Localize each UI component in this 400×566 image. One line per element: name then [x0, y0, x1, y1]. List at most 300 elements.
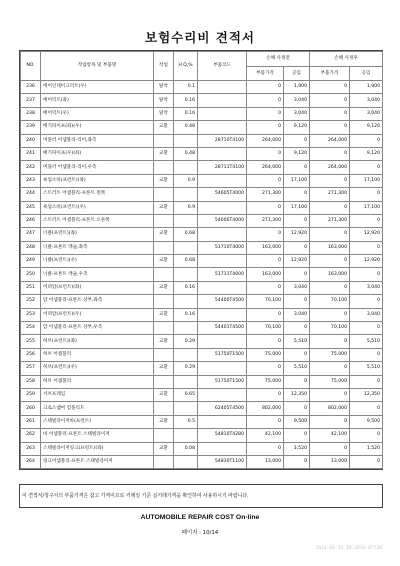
row-no: 249 — [21, 255, 41, 268]
row-after-part-price: 0 — [310, 94, 350, 107]
header-no: NO. — [21, 52, 41, 81]
row-before-labor: 5,510 — [284, 362, 310, 375]
row-work-type — [154, 402, 174, 415]
row-work-type: 탈착 — [154, 94, 174, 107]
row-work-type: 교환 — [154, 388, 174, 401]
row-part-code — [198, 415, 247, 428]
row-item-name: 너클-프론트 액슬,좌측 — [41, 241, 154, 254]
row-part-code — [198, 107, 247, 120]
row-before-labor: 0 — [284, 402, 310, 415]
row-work-type: 교환 — [154, 335, 174, 348]
row-after-part-price: 13,000 — [310, 455, 350, 468]
row-before-part-price: 0 — [247, 388, 284, 401]
row-before-part-price: 0 — [247, 147, 284, 160]
row-item-name: 어퍼암(프런트)(좌) — [41, 281, 154, 294]
row-before-part-price: 802,000 — [247, 402, 284, 415]
row-item-name: 크로스멤버 컴플리트 — [41, 402, 154, 415]
table-row — [21, 201, 383, 214]
header-before-labor: 공임 — [284, 67, 310, 81]
row-after-part-price: 0 — [310, 335, 350, 348]
row-item-name: 쇽업소바(프런트)(좌) — [41, 174, 154, 187]
row-after-part-price: 0 — [310, 442, 350, 455]
estimate-table — [20, 51, 383, 469]
table-row — [21, 442, 383, 455]
table-row — [21, 402, 383, 415]
row-no: 251 — [21, 281, 41, 294]
row-part-code: 54606T4000 — [198, 214, 247, 227]
row-hq: 0.65 — [174, 388, 198, 401]
row-before-labor: 9,120 — [284, 121, 310, 134]
row-after-part-price: 70,100 — [310, 322, 350, 335]
row-before-part-price: 75,000 — [247, 348, 284, 361]
row-part-code — [198, 201, 247, 214]
row-after-labor: 0 — [350, 134, 383, 147]
row-no: 253 — [21, 308, 41, 321]
row-after-part-price: 163,000 — [310, 268, 350, 281]
row-no: 238 — [21, 107, 41, 120]
row-before-part-price: 264,000 — [247, 134, 284, 147]
row-work-type — [154, 268, 174, 281]
row-after-part-price: 0 — [310, 201, 350, 214]
row-part-code: 28710T4100 — [198, 134, 247, 147]
row-before-part-price: 0 — [247, 121, 284, 134]
row-item-name: 스태빌라이저링크(프런트)(좌) — [41, 442, 154, 455]
row-no: 236 — [21, 81, 41, 94]
row-item-name: 배어덕트(좌) — [41, 94, 154, 107]
row-no: 237 — [21, 94, 41, 107]
header-after-labor: 공임 — [350, 67, 383, 81]
row-item-name: 머플러 어셈블리-리어,좌측 — [41, 134, 154, 147]
row-part-code — [198, 228, 247, 241]
row-work-type — [154, 241, 174, 254]
header-before-part-price: 부품가격 — [247, 67, 284, 81]
row-hq — [174, 455, 198, 468]
table-row — [21, 241, 383, 254]
row-after-labor: 0 — [350, 375, 383, 388]
row-after-labor: 12,350 — [350, 388, 383, 401]
table-row — [21, 415, 383, 428]
row-after-labor: 0 — [350, 241, 383, 254]
table-row — [21, 161, 383, 174]
row-before-part-price: 0 — [247, 107, 284, 120]
row-part-code: 51750T1500 — [198, 348, 247, 361]
header-before: 손해 사정전 — [247, 52, 310, 67]
header-code: 부품코드 — [198, 52, 247, 81]
row-no: 258 — [21, 375, 41, 388]
row-after-part-price: 264,000 — [310, 134, 350, 147]
row-after-labor: 9,500 — [350, 415, 383, 428]
table-row — [21, 134, 383, 147]
row-before-labor: 0 — [284, 268, 310, 281]
row-part-code: 62405T4500 — [198, 402, 247, 415]
row-no: 252 — [21, 295, 41, 308]
row-before-part-price: 0 — [247, 362, 284, 375]
row-item-name: 어퍼암(프런트)(우) — [41, 308, 154, 321]
table-body — [21, 81, 383, 469]
row-after-labor: 0 — [350, 188, 383, 201]
row-no: 263 — [21, 442, 41, 455]
row-no: 243 — [21, 174, 41, 187]
row-part-code: 54605T4000 — [198, 188, 247, 201]
row-item-name: 배어덕트(우) — [41, 107, 154, 120]
row-work-type: 교환 — [154, 147, 174, 160]
table-row — [21, 375, 383, 388]
row-before-part-price: 0 — [247, 174, 284, 187]
row-after-labor: 12,920 — [350, 255, 383, 268]
row-no: 239 — [21, 121, 41, 134]
row-before-part-price: 0 — [247, 94, 284, 107]
row-before-part-price: 271,300 — [247, 188, 284, 201]
row-after-part-price: 271,300 — [310, 188, 350, 201]
row-before-labor: 3,040 — [284, 107, 310, 120]
row-item-name: 쇽업소바(프런트)(우) — [41, 201, 154, 214]
row-hq: 0.16 — [174, 107, 198, 120]
row-before-labor: 0 — [284, 429, 310, 442]
row-item-name: 머플러 어셈블리-리어,우측 — [41, 161, 154, 174]
row-no: 257 — [21, 362, 41, 375]
table-row — [21, 214, 383, 227]
row-after-part-price: 75,000 — [310, 375, 350, 388]
row-part-code: 54810T4280 — [198, 429, 247, 442]
row-before-labor: 0 — [284, 348, 310, 361]
row-before-labor: 12,350 — [284, 388, 310, 401]
table-header-row — [21, 52, 383, 67]
row-hq: 0.9 — [174, 174, 198, 187]
row-no: 259 — [21, 388, 41, 401]
row-before-labor: 1,900 — [284, 81, 310, 94]
row-no: 247 — [21, 228, 41, 241]
row-after-part-price: 0 — [310, 362, 350, 375]
row-after-part-price: 0 — [310, 147, 350, 160]
table-row — [21, 362, 383, 375]
row-before-labor: 0 — [284, 455, 310, 468]
header-item: 작업항목 및 부품명 — [41, 52, 154, 81]
row-after-part-price: 42,100 — [310, 429, 350, 442]
row-after-labor: 0 — [350, 429, 383, 442]
row-before-labor: 0 — [284, 214, 310, 227]
table-row — [21, 174, 383, 187]
page-number: 페이지 : 10/14 — [181, 530, 219, 536]
row-before-part-price: 0 — [247, 201, 284, 214]
row-part-code — [198, 308, 247, 321]
row-item-name: 링크어셈블리-프론트 스태빌라이저 — [41, 455, 154, 468]
row-hq — [174, 429, 198, 442]
row-before-part-price: 42,100 — [247, 429, 284, 442]
footer-title: AUTOMOBILE REPAIR COST On-line — [140, 514, 260, 521]
row-hq: 0.68 — [174, 255, 198, 268]
row-after-labor: 0 — [350, 348, 383, 361]
row-before-labor: 0 — [284, 375, 310, 388]
row-work-type — [154, 214, 174, 227]
row-work-type — [154, 134, 174, 147]
row-no: 245 — [21, 201, 41, 214]
row-hq: 0.9 — [174, 201, 198, 214]
row-no: 246 — [21, 214, 41, 227]
row-after-labor: 5,510 — [350, 335, 383, 348]
row-item-name: 암 어셈블리-프론트 상부,좌측 — [41, 295, 154, 308]
row-hq: 0.08 — [174, 442, 198, 455]
row-after-part-price: 0 — [310, 228, 350, 241]
row-part-code — [198, 147, 247, 160]
row-before-labor: 0 — [284, 134, 310, 147]
row-hq — [174, 188, 198, 201]
header-after-part-price: 부품가격 — [310, 67, 350, 81]
row-after-labor: 1,520 — [350, 442, 383, 455]
row-work-type: 탈착 — [154, 81, 174, 94]
row-item-name: 배기파이프(우)(좌) — [41, 147, 154, 160]
row-hq — [174, 161, 198, 174]
row-no: 241 — [21, 147, 41, 160]
row-after-labor: 0 — [350, 402, 383, 415]
row-before-labor: 12,920 — [284, 228, 310, 241]
row-work-type — [154, 322, 174, 335]
row-after-labor: 0 — [350, 268, 383, 281]
table-row — [21, 388, 383, 401]
row-work-type — [154, 295, 174, 308]
row-hq: 0.48 — [174, 121, 198, 134]
row-before-labor: 9,500 — [284, 415, 310, 428]
row-before-labor: 1,520 — [284, 442, 310, 455]
row-after-labor: 0 — [350, 214, 383, 227]
row-after-part-price: 75,000 — [310, 348, 350, 361]
row-before-part-price: 75,000 — [247, 375, 284, 388]
row-part-code — [198, 362, 247, 375]
row-no: 242 — [21, 161, 41, 174]
row-before-part-price: 271,300 — [247, 214, 284, 227]
row-hq: 0.48 — [174, 147, 198, 160]
row-after-part-price: 0 — [310, 107, 350, 120]
row-before-part-price: 0 — [247, 228, 284, 241]
row-work-type — [154, 161, 174, 174]
row-before-labor: 17,100 — [284, 174, 310, 187]
header-work: 작업 — [154, 52, 174, 81]
row-work-type: 교환 — [154, 308, 174, 321]
table-row — [21, 295, 383, 308]
row-work-type: 교환 — [154, 281, 174, 294]
row-work-type — [154, 429, 174, 442]
row-before-part-price: 13,000 — [247, 455, 284, 468]
table-row — [21, 255, 383, 268]
row-work-type: 교환 — [154, 121, 174, 134]
row-work-type — [154, 375, 174, 388]
row-after-part-price: 0 — [310, 388, 350, 401]
row-item-name: 허브(프런트)(좌) — [41, 335, 154, 348]
row-no: 244 — [21, 188, 41, 201]
row-item-name: 에어인테이크덕트(우) — [41, 81, 154, 94]
row-no: 250 — [21, 268, 41, 281]
table-row — [21, 188, 383, 201]
row-no: 260 — [21, 402, 41, 415]
row-after-labor: 9,120 — [350, 121, 383, 134]
table-row — [21, 322, 383, 335]
row-part-code — [198, 121, 247, 134]
row-before-labor: 12,920 — [284, 255, 310, 268]
row-item-name: 허브(프런트)(우) — [41, 362, 154, 375]
row-after-labor: 9,120 — [350, 147, 383, 160]
row-after-labor: 17,100 — [350, 201, 383, 214]
row-before-labor: 0 — [284, 322, 310, 335]
row-part-code: 51710T4000 — [198, 241, 247, 254]
row-hq: 0.16 — [174, 94, 198, 107]
row-hq — [174, 214, 198, 227]
price-notice: 이 견적서/청구서의 부품가격은 참고 가격이므로 거래일 기준 실거래가격을 확인하여 사용하시기 바랍니다. — [19, 484, 383, 508]
row-item-name: 스태빌라이저바(프런트) — [41, 415, 154, 428]
row-item-name: 스트러트 어셈블리-프론트 왼쪽 — [41, 188, 154, 201]
row-before-part-price: 163,000 — [247, 241, 284, 254]
row-part-code — [198, 442, 247, 455]
row-before-part-price: 0 — [247, 415, 284, 428]
row-before-part-price: 0 — [247, 81, 284, 94]
row-item-name: 허브 어셈블리 — [41, 348, 154, 361]
row-part-code — [198, 388, 247, 401]
row-after-labor: 3,040 — [350, 107, 383, 120]
row-after-part-price: 264,000 — [310, 161, 350, 174]
row-no: 240 — [21, 134, 41, 147]
row-hq — [174, 402, 198, 415]
row-after-labor: 5,510 — [350, 362, 383, 375]
row-before-part-price: 70,100 — [247, 322, 284, 335]
row-before-labor: 9,120 — [284, 147, 310, 160]
row-before-part-price: 0 — [247, 255, 284, 268]
table-row — [21, 228, 383, 241]
row-after-labor: 17,100 — [350, 174, 383, 187]
row-before-part-price: 0 — [247, 442, 284, 455]
row-after-part-price: 0 — [310, 281, 350, 294]
row-before-part-price: 163,000 — [247, 268, 284, 281]
row-work-type: 교환 — [154, 415, 174, 428]
table-row — [21, 429, 383, 442]
row-work-type: 탈착 — [154, 107, 174, 120]
row-before-part-price: 264,000 — [247, 161, 284, 174]
row-item-name: 바 어셈블리-프론트 스태빌라이저 — [41, 429, 154, 442]
row-before-part-price: 0 — [247, 335, 284, 348]
row-part-code — [198, 81, 247, 94]
row-no: 261 — [21, 415, 41, 428]
row-part-code — [198, 281, 247, 294]
row-hq: 0.68 — [174, 228, 198, 241]
row-hq: 0.1 — [174, 81, 198, 94]
row-hq: 0.16 — [174, 308, 198, 321]
row-after-labor: 0 — [350, 161, 383, 174]
row-no: 254 — [21, 322, 41, 335]
row-part-code: 51750T1500 — [198, 375, 247, 388]
row-before-part-price: 0 — [247, 308, 284, 321]
row-item-name: 베기파이프(좌)(우) — [41, 121, 154, 134]
table-row — [21, 348, 383, 361]
row-after-part-price: 802,000 — [310, 402, 350, 415]
row-after-labor: 0 — [350, 322, 383, 335]
row-before-labor: 0 — [284, 295, 310, 308]
row-hq: 0.5 — [174, 415, 198, 428]
row-work-type: 교환 — [154, 201, 174, 214]
row-no: 264 — [21, 455, 41, 468]
row-part-code: 51711T4000 — [198, 268, 247, 281]
row-part-code: 54830T1100 — [198, 455, 247, 468]
row-work-type — [154, 188, 174, 201]
row-after-labor: 12,920 — [350, 228, 383, 241]
row-before-labor: 3,040 — [284, 308, 310, 321]
row-item-name: 암 어셈블리-프론트 상부,우측 — [41, 322, 154, 335]
row-part-code — [198, 255, 247, 268]
row-after-labor: 3,040 — [350, 94, 383, 107]
row-item-name: 서브프레임 — [41, 388, 154, 401]
row-hq — [174, 268, 198, 281]
row-hq: 0.29 — [174, 335, 198, 348]
print-stamp: 2024-01-15 ID:3634-87730 — [315, 546, 382, 551]
row-work-type: 교환 — [154, 255, 174, 268]
row-before-part-price: 70,100 — [247, 295, 284, 308]
table-row — [21, 94, 383, 107]
row-work-type — [154, 455, 174, 468]
row-after-part-price: 70,100 — [310, 295, 350, 308]
table-row — [21, 308, 383, 321]
row-after-labor: 3,040 — [350, 281, 383, 294]
row-hq — [174, 241, 198, 254]
row-hq — [174, 295, 198, 308]
row-hq — [174, 322, 198, 335]
row-item-name: 스트러트 어셈블리-프론트 오른쪽 — [41, 214, 154, 227]
table-row — [21, 335, 383, 348]
row-hq — [174, 134, 198, 147]
row-after-part-price: 0 — [310, 81, 350, 94]
row-after-labor: 0 — [350, 455, 383, 468]
row-after-part-price: 0 — [310, 415, 350, 428]
row-part-code: 54401T4500 — [198, 322, 247, 335]
row-no: 248 — [21, 241, 41, 254]
table-row — [21, 81, 383, 94]
document-title: 보험수리비 견적서 — [145, 30, 255, 45]
row-no: 256 — [21, 348, 41, 361]
table-row — [21, 147, 383, 160]
row-after-part-price: 0 — [310, 174, 350, 187]
row-work-type: 교환 — [154, 228, 174, 241]
row-item-name: 너클(프런트)(우) — [41, 255, 154, 268]
table-row — [21, 107, 383, 120]
table-row — [21, 121, 383, 134]
row-before-labor: 0 — [284, 161, 310, 174]
row-before-labor: 0 — [284, 241, 310, 254]
row-after-labor: 0 — [350, 295, 383, 308]
row-no: 255 — [21, 335, 41, 348]
row-after-part-price: 0 — [310, 255, 350, 268]
row-work-type: 교환 — [154, 174, 174, 187]
row-hq — [174, 348, 198, 361]
row-part-code: 28711T4100 — [198, 161, 247, 174]
row-part-code — [198, 94, 247, 107]
row-after-labor: 1,900 — [350, 81, 383, 94]
row-before-labor: 3,040 — [284, 281, 310, 294]
row-part-code — [198, 335, 247, 348]
row-hq — [174, 375, 198, 388]
table-row — [21, 455, 383, 468]
row-after-labor: 3,040 — [350, 308, 383, 321]
row-hq: 0.16 — [174, 281, 198, 294]
table-row — [21, 281, 383, 294]
row-before-labor: 5,510 — [284, 335, 310, 348]
row-before-part-price: 0 — [247, 281, 284, 294]
table-row — [21, 268, 383, 281]
row-item-name: 너클(프런트)(좌) — [41, 228, 154, 241]
row-work-type — [154, 348, 174, 361]
row-hq: 0.29 — [174, 362, 198, 375]
row-part-code — [198, 174, 247, 187]
row-after-part-price: 163,000 — [310, 241, 350, 254]
row-after-part-price: 271,300 — [310, 214, 350, 227]
row-before-labor: 3,040 — [284, 94, 310, 107]
row-before-labor: 17,100 — [284, 201, 310, 214]
row-after-part-price: 0 — [310, 121, 350, 134]
row-work-type: 교환 — [154, 442, 174, 455]
